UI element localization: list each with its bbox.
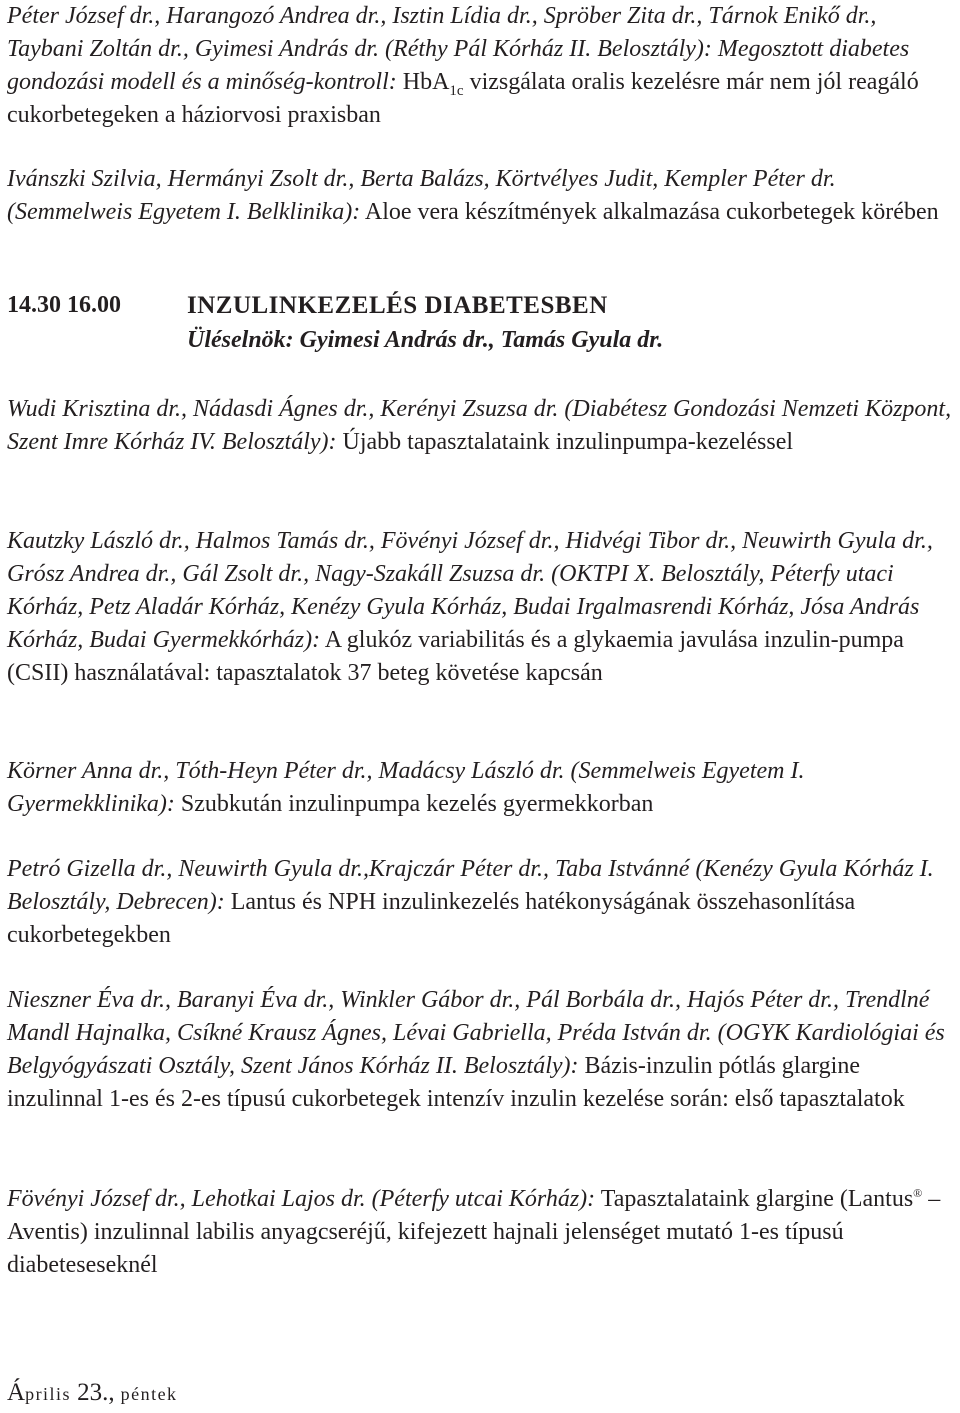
entry-title-part: HbA (402, 69, 450, 95)
abstract-entry (7, 755, 957, 821)
session-title: INZULINKEZELÉS DIABETESBEN (187, 292, 608, 319)
entry-authors: Péter József dr., Harangozó Andrea dr., Isztin Lídia dr., Spröber Zita dr., Tárnok Enikő dr., Taybani Zoltán dr., Gyimesi András dr. (Réthy Pál Kórház II. Belosztály): (7, 3, 877, 62)
entry-authors: Körner Anna dr., Tóth-Heyn Péter dr., Madácsy László dr. (Semmelweis Egyetem I. Gyermekklinika): (7, 758, 805, 817)
entry-title-part: – Aventis) inzulinnal labilis anyagcseréjű, kifejezett hajnali jelenséget mutató 1-es típusú diabeteseseknél (7, 1186, 941, 1278)
abstract-entry (7, 525, 957, 690)
entry-title-part: Megosztott diabetes gondozási modell és a minőség-kontroll: (7, 36, 910, 95)
entry-title: Szubkután inzulinpumpa kezelés gyermekkorban (180, 791, 654, 817)
entry-title-part: vizsgálata oralis kezelésre már nem jól reagáló cukorbetegeken a háziorvosi praxisban (7, 69, 919, 128)
session-chairs: Üléselnök: Gyimesi András dr., Tamás Gyula dr. (187, 327, 664, 353)
entry-title: Bázis-inzulin pótlás glargine inzulinnal 1-es és 2-es típusú cukorbetegek intenzív inzulin kezelése során: első tapasztalatok (7, 1053, 905, 1112)
footer-initial: Á (7, 1379, 26, 1406)
session-time: 14.30 16.00 (7, 292, 121, 318)
page-footer-date (7, 1376, 178, 1411)
entry-title: Újabb tapasztalataink inzulinpumpa-kezeléssel (342, 429, 794, 455)
entry-authors: Fövényi József dr., Lehotkai Lajos dr. (Péterfy utcai Kórház): (7, 1186, 596, 1212)
entry-title: Lantus és NPH inzulinkezelés hatékonyságának összehasonlítása cukorbetegekben (7, 889, 856, 948)
entry-authors: Ivánszki Szilvia, Hermányi Zsolt dr., Berta Balázs, Körtvélyes Judit, Kempler Péter dr. (Semmelweis Egyetem I. Belklinika): (7, 166, 836, 225)
abstract-entry (7, 1183, 957, 1282)
entry-title: Aloe vera készítmények alkalmazása cukorbetegek körében (364, 199, 939, 225)
entry-title: A glukóz variabilitás és a glykaemia javulása inzulin-pumpa (CSII) használatával: tapasztalatok 37 beteg követése kapcsán (7, 627, 904, 686)
entry-title-part: Tapasztalataink glargine (Lantus (600, 1186, 914, 1212)
footer-weekday: péntek (120, 1384, 178, 1404)
abstract-entry (7, 163, 957, 229)
entry-authors: Nieszner Éva dr., Baranyi Éva dr., Winkler Gábor dr., Pál Borbála dr., Hajós Péter dr., Trendlné Mandl Hajnalka, Csíkné Krausz Ágnes, Lévai Gabriella, Préda István dr. (OGYK Kardiológiai és Belgyógyászati Osztály, Szent János Kórház II. Belosztály): (7, 987, 945, 1079)
entry-authors: Kautzky László dr., Halmos Tamás dr., Fövényi József dr., Hidvégi Tibor dr., Neuwirth Gyula dr., Grósz Andrea dr., Gál Zsolt dr., Nagy-Szakáll Zsuzsa dr. (OKTPI X. Belosztály, Péterfy utaci Kórház, Petz Aladár Kórház, Kenézy Gyula Kórház, Budai Irgalmasrendi Kórház, Jósa András Kórház, Budai Gyermekkórház): (7, 528, 933, 653)
abstract-entry (7, 393, 957, 459)
footer-month-rest: prilis (25, 1384, 72, 1404)
footer-day-number: 23., (77, 1379, 115, 1406)
registered-mark: ® (913, 1186, 923, 1200)
entry-authors: Wudi Krisztina dr., Nádasdi Ágnes dr., Kerényi Zsuzsa dr. (Diabétesz Gondozási Nemzeti Központ, Szent Imre Kórház IV. Belosztály): (7, 396, 952, 455)
subscript: 1c (449, 83, 464, 99)
abstract-entry (7, 0, 957, 132)
abstract-entry (7, 984, 957, 1116)
abstract-entry (7, 853, 957, 952)
entry-authors: Petró Gizella dr., Neuwirth Gyula dr.,Krajczár Péter dr., Taba Istvánné (Kenézy Gyula Kórház I. Belosztály, Debrecen): (7, 856, 934, 915)
